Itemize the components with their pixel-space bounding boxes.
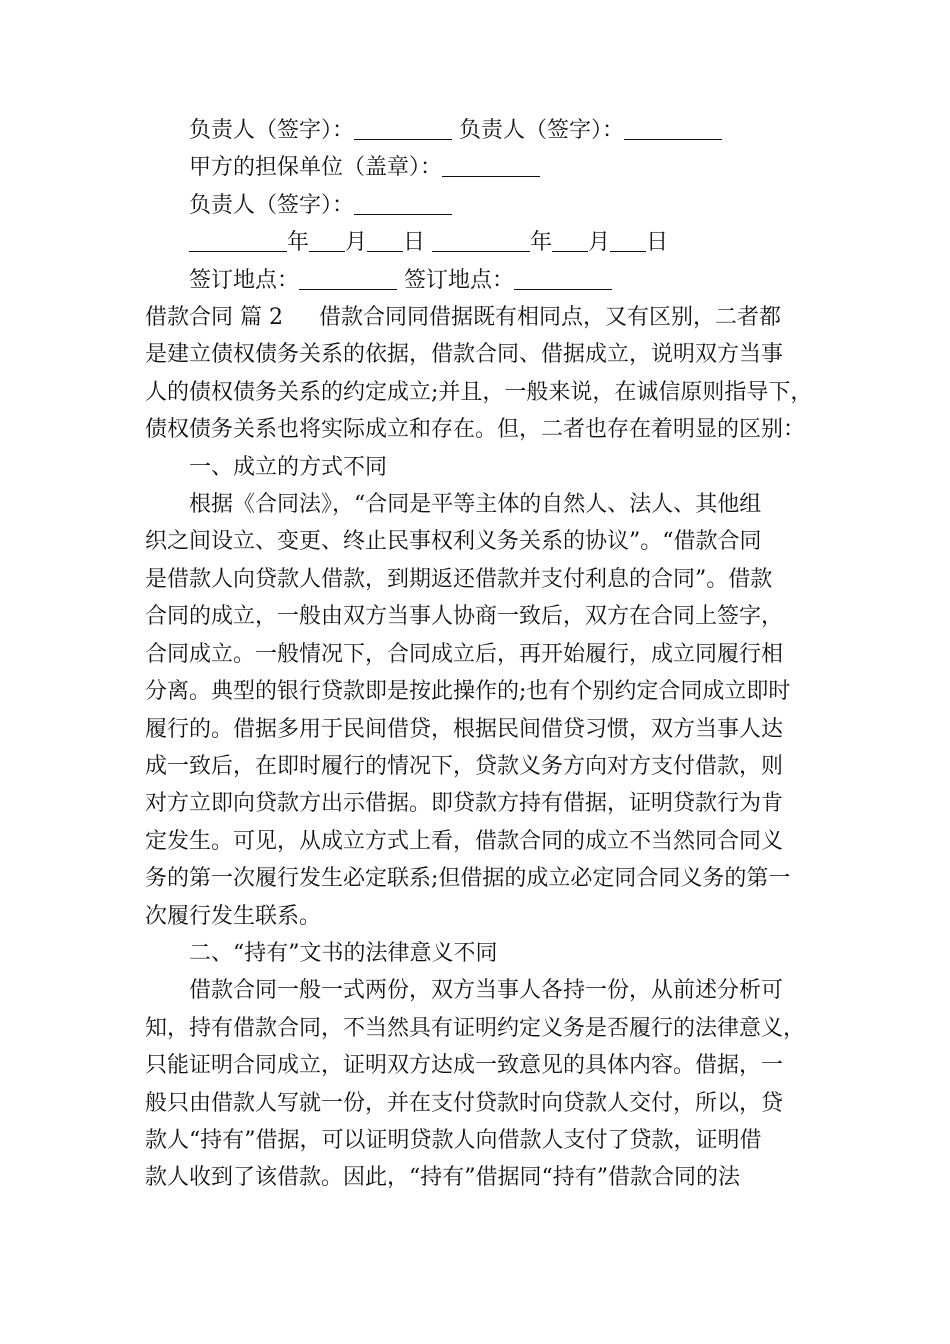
month-blank <box>309 229 345 252</box>
signature-row-heads <box>145 112 825 149</box>
section-1-line: 务的第一次履行发生必定联系;但借据的成立必定同合同义务的第一 <box>145 866 791 892</box>
head-sign-label-2: 负责人（签字）： <box>459 118 625 143</box>
section-2-line: 款人“持有”借据，可以证明贷款人向借款人支付了贷款，证明借 <box>145 1127 762 1153</box>
section-2-line: 知，持有借款合同，不当然具有证明约定义务是否履行的法律意义， <box>145 1015 806 1041</box>
guarantor-head-sign-label: 负责人（签字）： <box>189 192 355 218</box>
seal-blank <box>442 154 540 177</box>
article-heading: 借款合同 篇 2 <box>145 305 283 331</box>
place-blank <box>299 267 397 290</box>
signature-row-dates <box>145 224 825 261</box>
place-blank <box>514 267 612 290</box>
sign-place-label-2: 签订地点： <box>404 267 515 293</box>
year-blank <box>189 229 287 252</box>
section-1-line: 是借款人向贷款人借款，到期返还借款并支付利息的合同”。借款 <box>145 566 773 592</box>
article-intro-line: 债权债务关系也将实际成立和存在。但，二者也存在着明显的区别： <box>145 417 806 443</box>
section-1-line: 织之间设立、变更、终止民事权利义务关系的协议”。“借款合同 <box>145 529 762 555</box>
section-2-line: 款人收到了该借款。因此，“持有”借据同“持有”借款合同的法 <box>145 1165 740 1191</box>
day-blank <box>610 229 646 252</box>
year-blank <box>432 229 530 252</box>
year-label: 年 <box>530 230 553 256</box>
section-1-line: 履行的。借据多用于民间借贷，根据民间借贷习惯，双方当事人达 <box>145 716 784 742</box>
month-blank <box>552 229 588 252</box>
section-1-line: 分离。典型的银行贷款即是按此操作的;也有个别约定合同成立即时 <box>145 679 791 705</box>
section-1-line: 合同成立。一般情况下，合同成立后，再开始履行，成立同履行相 <box>145 641 784 667</box>
guarantor-seal-label: 甲方的担保单位（盖章）： <box>189 155 443 181</box>
signature-blank <box>354 192 452 215</box>
section-1-line: 合同的成立，一般由双方当事人协商一致后，双方在合同上签字， <box>145 604 784 630</box>
section-1-line: 次履行发生联系。 <box>145 903 322 929</box>
section-2-line: 只能证明合同成立，证明双方达成一致意见的具体内容。借据，一 <box>145 1053 784 1079</box>
section-1-title: 一、成立的方式不同 <box>189 454 388 480</box>
document-page <box>145 112 825 1197</box>
signature-row-places <box>145 262 825 299</box>
signature-row-guarantor-head <box>145 187 825 224</box>
section-2-line: 借款合同一般一式两份，双方当事人各持一份，从前述分析可 <box>189 978 784 1004</box>
day-blank <box>367 229 403 252</box>
month-label: 月 <box>345 230 368 256</box>
year-label: 年 <box>287 230 310 256</box>
month-label: 月 <box>588 230 611 256</box>
intro-text: 借款合同同借据既有相同点，又有区别，二者都 <box>318 305 781 331</box>
section-1-line: 成一致后，在即时履行的情况下，贷款义务方向对方支付借款，则 <box>145 753 784 779</box>
article-intro-line: 人的债权债务关系的约定成立;并且，一般来说，在诚信原则指导下， <box>145 379 813 405</box>
sign-place-label: 签订地点： <box>189 267 300 293</box>
section-1-line: 根据《合同法》，“合同是平等主体的自然人、法人、其他组 <box>189 492 762 518</box>
signature-blank <box>624 117 722 140</box>
section-2-title: 二、“持有”文书的法律意义不同 <box>189 940 498 966</box>
signature-blank <box>354 117 452 140</box>
article-intro-line: 是建立债权债务关系的依据，借款合同、借据成立，说明双方当事 <box>145 342 784 368</box>
section-1-line: 定发生。可见，从成立方式上看，借款合同的成立不当然同合同义 <box>145 828 784 854</box>
section-1-line: 对方立即向贷款方出示借据。即贷款方持有借据，证明贷款行为肯 <box>145 791 784 817</box>
day-label: 日 <box>646 230 669 256</box>
article-intro-line <box>145 299 825 336</box>
head-sign-label: 负责人（签字）： <box>189 118 355 143</box>
section-2-line: 般只由借款人写就一份，并在支付贷款时向贷款人交付，所以，贷 <box>145 1090 784 1116</box>
day-label: 日 <box>403 230 426 256</box>
signature-row-guarantor <box>145 149 825 186</box>
